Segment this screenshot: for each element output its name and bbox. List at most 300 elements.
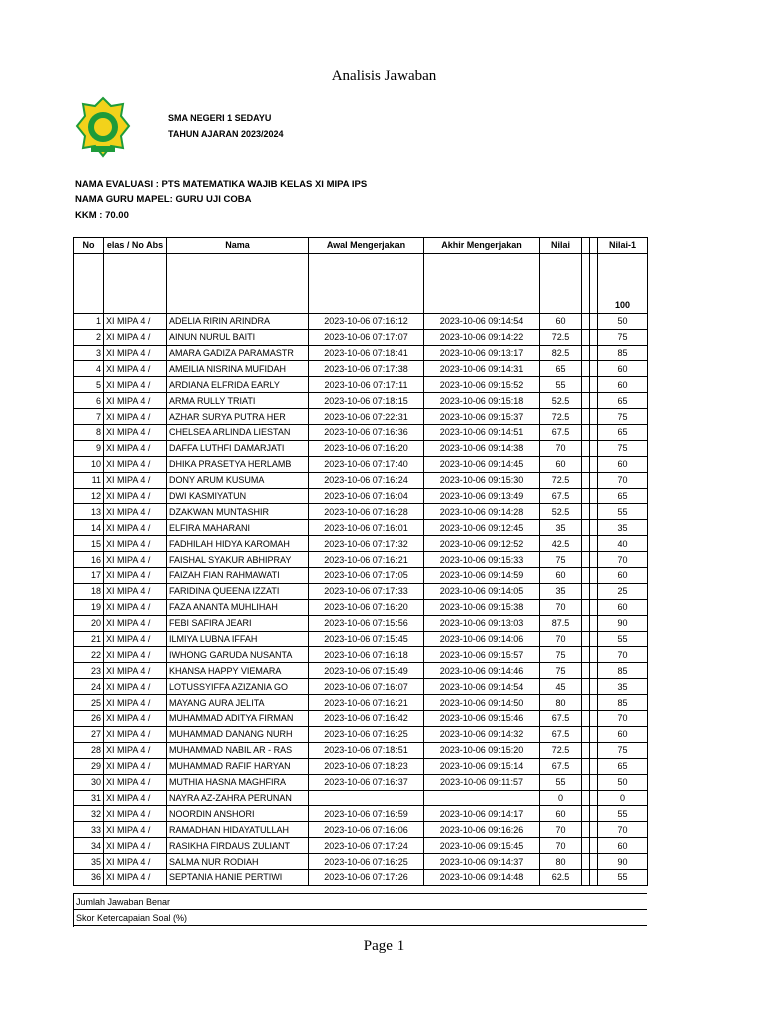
row-nama: ARMA RULLY TRIATI xyxy=(167,393,309,409)
row-blank-2 xyxy=(590,774,598,790)
row-awal: 2023-10-06 07:16:20 xyxy=(309,440,424,456)
row-no: 20 xyxy=(74,615,104,631)
row-no: 7 xyxy=(74,409,104,425)
table-row xyxy=(74,313,648,329)
row-akhir: 2023-10-06 09:14:59 xyxy=(424,568,540,584)
row-blank-1 xyxy=(582,313,590,329)
row-awal: 2023-10-06 07:15:45 xyxy=(309,631,424,647)
page-title: Analisis Jawaban xyxy=(331,68,437,84)
col-header-awal: Awal Mengerjakan xyxy=(309,238,424,254)
col-header-blank-2 xyxy=(590,238,598,254)
row-blank-1 xyxy=(582,822,590,838)
row-akhir: 2023-10-06 09:12:52 xyxy=(424,536,540,552)
row-nama: FAISHAL SYAKUR ABHIPRAY xyxy=(167,552,309,568)
row-awal: 2023-10-06 07:18:41 xyxy=(309,345,424,361)
row-nama: MUHAMMAD DANANG NURH xyxy=(167,726,309,742)
row-nama: FEBI SAFIRA JEARI xyxy=(167,615,309,631)
row-nilai: 67.5 xyxy=(540,425,582,441)
row-akhir: 2023-10-06 09:14:17 xyxy=(424,806,540,822)
row-akhir: 2023-10-06 09:13:03 xyxy=(424,615,540,631)
row-nilai: 82.5 xyxy=(540,345,582,361)
answers-table xyxy=(73,237,648,886)
row-blank-1 xyxy=(582,806,590,822)
teacher-name: NAMA GURU MAPEL: GURU UJI COBA xyxy=(75,194,252,205)
row-nilai-1: 60 xyxy=(598,838,648,854)
table-row xyxy=(74,631,648,647)
row-nilai-1: 85 xyxy=(598,663,648,679)
row-awal: 2023-10-06 07:18:23 xyxy=(309,758,424,774)
row-akhir: 2023-10-06 09:15:45 xyxy=(424,838,540,854)
row-nilai-1: 70 xyxy=(598,647,648,663)
row-blank-1 xyxy=(582,583,590,599)
row-awal: 2023-10-06 07:17:07 xyxy=(309,329,424,345)
row-blank-1 xyxy=(582,869,590,885)
row-nilai: 72.5 xyxy=(540,409,582,425)
row-awal: 2023-10-06 07:16:59 xyxy=(309,806,424,822)
row-awal: 2023-10-06 07:15:49 xyxy=(309,663,424,679)
row-akhir: 2023-10-06 09:15:14 xyxy=(424,758,540,774)
row-nilai-1: 75 xyxy=(598,409,648,425)
row-nilai-1: 70 xyxy=(598,552,648,568)
row-akhir: 2023-10-06 09:14:45 xyxy=(424,456,540,472)
row-kelas: XI MIPA 4 / xyxy=(104,631,167,647)
row-nilai-1: 75 xyxy=(598,742,648,758)
row-nilai-1: 90 xyxy=(598,615,648,631)
row-kelas: XI MIPA 4 / xyxy=(104,758,167,774)
row-nilai: 87.5 xyxy=(540,615,582,631)
row-akhir: 2023-10-06 09:12:45 xyxy=(424,520,540,536)
row-akhir: 2023-10-06 09:15:37 xyxy=(424,409,540,425)
row-blank-2 xyxy=(590,854,598,870)
row-nilai: 42.5 xyxy=(540,536,582,552)
table-row xyxy=(74,536,648,552)
row-nilai-1: 75 xyxy=(598,329,648,345)
row-nilai: 67.5 xyxy=(540,711,582,727)
row-nilai-1: 85 xyxy=(598,695,648,711)
row-nama: IWHONG GARUDA NUSANTA xyxy=(167,647,309,663)
row-blank-2 xyxy=(590,504,598,520)
row-awal: 2023-10-06 07:16:01 xyxy=(309,520,424,536)
table-row xyxy=(74,790,648,806)
row-nama: DZAKWAN MUNTASHIR xyxy=(167,504,309,520)
row-awal: 2023-10-06 07:16:21 xyxy=(309,552,424,568)
row-blank-2 xyxy=(590,647,598,663)
row-nilai-1: 75 xyxy=(598,440,648,456)
row-blank-1 xyxy=(582,790,590,806)
row-nilai: 72.5 xyxy=(540,329,582,345)
row-nama: DWI KASMIYATUN xyxy=(167,488,309,504)
table-row xyxy=(74,583,648,599)
row-kelas: XI MIPA 4 / xyxy=(104,742,167,758)
row-blank-2 xyxy=(590,758,598,774)
table-row xyxy=(74,329,648,345)
row-blank-1 xyxy=(582,377,590,393)
row-nilai-1: 70 xyxy=(598,711,648,727)
row-nilai-1: 55 xyxy=(598,806,648,822)
row-blank-2 xyxy=(590,536,598,552)
row-blank-2 xyxy=(590,409,598,425)
row-nama: RAMADHAN HIDAYATULLAH xyxy=(167,822,309,838)
row-no: 17 xyxy=(74,568,104,584)
achievement-label: Skor Ketercapaian Soal (%) xyxy=(74,910,648,926)
row-awal: 2023-10-06 07:18:15 xyxy=(309,393,424,409)
row-blank-1 xyxy=(582,599,590,615)
table-row xyxy=(74,758,648,774)
row-blank-1 xyxy=(582,345,590,361)
row-nama: SEPTANIA HANIE PERTIWI xyxy=(167,869,309,885)
row-blank-1 xyxy=(582,488,590,504)
row-blank-1 xyxy=(582,536,590,552)
row-blank-2 xyxy=(590,663,598,679)
row-no: 9 xyxy=(74,440,104,456)
row-akhir: 2023-10-06 09:15:20 xyxy=(424,742,540,758)
row-no: 31 xyxy=(74,790,104,806)
row-no: 8 xyxy=(74,425,104,441)
row-blank-2 xyxy=(590,440,598,456)
row-nama: AMARA GADIZA PARAMASTR xyxy=(167,345,309,361)
row-no: 24 xyxy=(74,679,104,695)
row-nilai-1: 55 xyxy=(598,504,648,520)
row-nilai: 45 xyxy=(540,679,582,695)
row-blank-2 xyxy=(590,679,598,695)
row-no: 26 xyxy=(74,711,104,727)
row-nilai-1: 60 xyxy=(598,568,648,584)
row-blank-1 xyxy=(582,393,590,409)
table-row xyxy=(74,599,648,615)
table-row xyxy=(74,345,648,361)
row-blank-1 xyxy=(582,552,590,568)
row-no: 36 xyxy=(74,869,104,885)
row-nilai-1: 35 xyxy=(598,520,648,536)
row-blank-1 xyxy=(582,838,590,854)
row-nilai: 75 xyxy=(540,647,582,663)
row-nilai-1: 65 xyxy=(598,758,648,774)
table-row xyxy=(74,854,648,870)
row-kelas: XI MIPA 4 / xyxy=(104,774,167,790)
row-awal: 2023-10-06 07:16:24 xyxy=(309,472,424,488)
row-akhir: 2023-10-06 09:14:06 xyxy=(424,631,540,647)
row-nama: AMEILIA NISRINA MUFIDAH xyxy=(167,361,309,377)
row-kelas: XI MIPA 4 / xyxy=(104,456,167,472)
row-akhir: 2023-10-06 09:13:49 xyxy=(424,488,540,504)
row-kelas: XI MIPA 4 / xyxy=(104,472,167,488)
row-kelas: XI MIPA 4 / xyxy=(104,488,167,504)
row-blank-1 xyxy=(582,774,590,790)
row-kelas: XI MIPA 4 / xyxy=(104,854,167,870)
row-akhir: 2023-10-06 09:14:48 xyxy=(424,869,540,885)
summary-table xyxy=(73,893,647,927)
row-nilai-1: 50 xyxy=(598,774,648,790)
row-akhir: 2023-10-06 09:15:33 xyxy=(424,552,540,568)
row-blank-2 xyxy=(590,822,598,838)
row-no: 14 xyxy=(74,520,104,536)
row-kelas: XI MIPA 4 / xyxy=(104,711,167,727)
row-nama: NOORDIN ANSHORI xyxy=(167,806,309,822)
row-nama: SALMA NUR RODIAH xyxy=(167,854,309,870)
row-blank-2 xyxy=(590,488,598,504)
row-kelas: XI MIPA 4 / xyxy=(104,806,167,822)
row-nilai: 60 xyxy=(540,806,582,822)
row-awal: 2023-10-06 07:17:32 xyxy=(309,536,424,552)
table-row xyxy=(74,615,648,631)
row-blank-2 xyxy=(590,456,598,472)
row-kelas: XI MIPA 4 / xyxy=(104,583,167,599)
row-nilai-1: 60 xyxy=(598,377,648,393)
row-blank-2 xyxy=(590,869,598,885)
row-nama: ADELIA RIRIN ARINDRA xyxy=(167,313,309,329)
row-awal: 2023-10-06 07:15:56 xyxy=(309,615,424,631)
row-blank-2 xyxy=(590,329,598,345)
row-awal: 2023-10-06 07:16:06 xyxy=(309,822,424,838)
row-nama: FARIDINA QUEENA IZZATI xyxy=(167,583,309,599)
table-row xyxy=(74,726,648,742)
row-kelas: XI MIPA 4 / xyxy=(104,313,167,329)
table-row xyxy=(74,361,648,377)
row-kelas: XI MIPA 4 / xyxy=(104,377,167,393)
row-awal: 2023-10-06 07:16:20 xyxy=(309,599,424,615)
row-blank-1 xyxy=(582,711,590,727)
row-no: 1 xyxy=(74,313,104,329)
table-row xyxy=(74,679,648,695)
col-header-nilai-1: Nilai-1 xyxy=(598,238,648,254)
row-nilai: 55 xyxy=(540,774,582,790)
row-awal: 2023-10-06 07:17:05 xyxy=(309,568,424,584)
row-akhir: 2023-10-06 09:14:51 xyxy=(424,425,540,441)
kkm-value: KKM : 70.00 xyxy=(75,210,129,221)
row-no: 11 xyxy=(74,472,104,488)
row-blank-1 xyxy=(582,695,590,711)
row-akhir: 2023-10-06 09:14:32 xyxy=(424,726,540,742)
row-nilai: 70 xyxy=(540,599,582,615)
row-nilai: 70 xyxy=(540,440,582,456)
row-nilai-1: 65 xyxy=(598,488,648,504)
table-row xyxy=(74,425,648,441)
row-nama: DONY ARUM KUSUMA xyxy=(167,472,309,488)
row-blank-1 xyxy=(582,472,590,488)
row-blank-1 xyxy=(582,409,590,425)
col-header-kelas: elas / No Abs xyxy=(104,238,167,254)
row-no: 6 xyxy=(74,393,104,409)
row-no: 16 xyxy=(74,552,104,568)
row-nilai: 75 xyxy=(540,552,582,568)
col-header-nilai: Nilai xyxy=(540,238,582,254)
table-row xyxy=(74,711,648,727)
table-header-row xyxy=(74,238,648,254)
row-kelas: XI MIPA 4 / xyxy=(104,599,167,615)
row-nama: MUHAMMAD NABIL AR - RAS xyxy=(167,742,309,758)
row-nilai: 62.5 xyxy=(540,869,582,885)
row-blank-1 xyxy=(582,758,590,774)
row-no: 33 xyxy=(74,822,104,838)
row-nilai-1: 65 xyxy=(598,393,648,409)
row-blank-2 xyxy=(590,838,598,854)
table-row xyxy=(74,663,648,679)
row-nilai-1: 65 xyxy=(598,425,648,441)
table-row xyxy=(74,568,648,584)
row-blank-1 xyxy=(582,679,590,695)
row-nilai: 70 xyxy=(540,822,582,838)
row-nilai: 65 xyxy=(540,361,582,377)
row-kelas: XI MIPA 4 / xyxy=(104,790,167,806)
row-akhir: 2023-10-06 09:14:28 xyxy=(424,504,540,520)
row-nilai-1: 60 xyxy=(598,599,648,615)
row-akhir: 2023-10-06 09:14:37 xyxy=(424,854,540,870)
header-spacer-row xyxy=(74,253,648,298)
table-row xyxy=(74,393,648,409)
school-year: TAHUN AJARAN 2023/2024 xyxy=(168,129,284,139)
row-nilai-1: 90 xyxy=(598,854,648,870)
row-nilai-1: 40 xyxy=(598,536,648,552)
row-awal: 2023-10-06 07:17:33 xyxy=(309,583,424,599)
row-kelas: XI MIPA 4 / xyxy=(104,393,167,409)
row-nama: MUTHIA HASNA MAGHFIRA xyxy=(167,774,309,790)
row-blank-2 xyxy=(590,695,598,711)
row-akhir: 2023-10-06 09:14:38 xyxy=(424,440,540,456)
row-kelas: XI MIPA 4 / xyxy=(104,695,167,711)
row-blank-2 xyxy=(590,742,598,758)
row-nilai-1: 60 xyxy=(598,456,648,472)
row-blank-2 xyxy=(590,568,598,584)
row-nilai: 35 xyxy=(540,520,582,536)
row-blank-1 xyxy=(582,329,590,345)
row-blank-2 xyxy=(590,377,598,393)
school-name: SMA NEGERI 1 SEDAYU xyxy=(168,113,272,123)
row-akhir: 2023-10-06 09:14:22 xyxy=(424,329,540,345)
row-nama: NAYRA AZ-ZAHRA PERUNAN xyxy=(167,790,309,806)
row-kelas: XI MIPA 4 / xyxy=(104,536,167,552)
row-blank-2 xyxy=(590,806,598,822)
row-nama: DAFFA LUTHFI DAMARJATI xyxy=(167,440,309,456)
max-score: 100 xyxy=(598,298,648,313)
row-akhir: 2023-10-06 09:14:54 xyxy=(424,679,540,695)
table-row xyxy=(74,552,648,568)
row-awal: 2023-10-06 07:22:31 xyxy=(309,409,424,425)
row-nilai-1: 0 xyxy=(598,790,648,806)
row-akhir: 2023-10-06 09:11:57 xyxy=(424,774,540,790)
row-awal: 2023-10-06 07:16:28 xyxy=(309,504,424,520)
row-blank-1 xyxy=(582,361,590,377)
row-no: 25 xyxy=(74,695,104,711)
row-blank-1 xyxy=(582,456,590,472)
row-nilai-1: 60 xyxy=(598,361,648,377)
row-awal: 2023-10-06 07:16:04 xyxy=(309,488,424,504)
row-no: 2 xyxy=(74,329,104,345)
table-row xyxy=(74,520,648,536)
table-row xyxy=(74,504,648,520)
row-kelas: XI MIPA 4 / xyxy=(104,345,167,361)
table-row xyxy=(74,774,648,790)
table-row xyxy=(74,377,648,393)
row-nama: ILMIYA LUBNA IFFAH xyxy=(167,631,309,647)
row-nilai: 67.5 xyxy=(540,488,582,504)
col-header-no: No xyxy=(74,238,104,254)
row-nilai: 80 xyxy=(540,695,582,711)
row-kelas: XI MIPA 4 / xyxy=(104,361,167,377)
row-akhir xyxy=(424,790,540,806)
row-nilai-1: 25 xyxy=(598,583,648,599)
row-nilai-1: 70 xyxy=(598,472,648,488)
row-no: 12 xyxy=(74,488,104,504)
row-nilai: 70 xyxy=(540,631,582,647)
table-row xyxy=(74,472,648,488)
row-nilai: 67.5 xyxy=(540,726,582,742)
row-awal: 2023-10-06 07:18:51 xyxy=(309,742,424,758)
row-blank-2 xyxy=(590,393,598,409)
table-row xyxy=(74,695,648,711)
row-akhir: 2023-10-06 09:14:46 xyxy=(424,663,540,679)
row-akhir: 2023-10-06 09:14:54 xyxy=(424,313,540,329)
row-blank-2 xyxy=(590,711,598,727)
correct-answers-label: Jumlah Jawaban Benar xyxy=(74,894,648,910)
row-awal: 2023-10-06 07:16:36 xyxy=(309,425,424,441)
row-kelas: XI MIPA 4 / xyxy=(104,663,167,679)
row-awal xyxy=(309,790,424,806)
row-no: 29 xyxy=(74,758,104,774)
row-no: 18 xyxy=(74,583,104,599)
row-no: 27 xyxy=(74,726,104,742)
row-blank-1 xyxy=(582,726,590,742)
row-blank-1 xyxy=(582,425,590,441)
table-row xyxy=(74,456,648,472)
row-blank-1 xyxy=(582,615,590,631)
col-header-blank-1 xyxy=(582,238,590,254)
row-kelas: XI MIPA 4 / xyxy=(104,425,167,441)
row-nama: FADHILAH HIDYA KAROMAH xyxy=(167,536,309,552)
row-awal: 2023-10-06 07:16:12 xyxy=(309,313,424,329)
row-kelas: XI MIPA 4 / xyxy=(104,726,167,742)
row-nama: AINUN NURUL BAITI xyxy=(167,329,309,345)
table-row xyxy=(74,440,648,456)
table-row xyxy=(74,742,648,758)
school-logo-icon xyxy=(75,96,131,158)
row-awal: 2023-10-06 07:16:42 xyxy=(309,711,424,727)
row-blank-2 xyxy=(590,726,598,742)
row-nilai: 67.5 xyxy=(540,758,582,774)
row-no: 30 xyxy=(74,774,104,790)
row-akhir: 2023-10-06 09:15:38 xyxy=(424,599,540,615)
evaluation-name: NAMA EVALUASI : PTS MATEMATIKA WAJIB KELAS XI MIPA IPS xyxy=(75,179,368,190)
row-nilai: 0 xyxy=(540,790,582,806)
row-nilai: 60 xyxy=(540,313,582,329)
row-blank-1 xyxy=(582,440,590,456)
table-row xyxy=(74,838,648,854)
row-kelas: XI MIPA 4 / xyxy=(104,869,167,885)
col-header-akhir: Akhir Mengerjakan xyxy=(424,238,540,254)
row-blank-2 xyxy=(590,790,598,806)
row-blank-1 xyxy=(582,663,590,679)
row-akhir: 2023-10-06 09:15:30 xyxy=(424,472,540,488)
row-akhir: 2023-10-06 09:14:31 xyxy=(424,361,540,377)
row-nama: FAIZAH FIAN RAHMAWATI xyxy=(167,568,309,584)
row-awal: 2023-10-06 07:16:37 xyxy=(309,774,424,790)
row-kelas: XI MIPA 4 / xyxy=(104,615,167,631)
row-blank-1 xyxy=(582,631,590,647)
row-kelas: XI MIPA 4 / xyxy=(104,440,167,456)
row-no: 32 xyxy=(74,806,104,822)
row-nilai: 35 xyxy=(540,583,582,599)
row-blank-2 xyxy=(590,313,598,329)
row-no: 15 xyxy=(74,536,104,552)
row-akhir: 2023-10-06 09:14:05 xyxy=(424,583,540,599)
row-nilai: 72.5 xyxy=(540,472,582,488)
row-akhir: 2023-10-06 09:15:18 xyxy=(424,393,540,409)
row-awal: 2023-10-06 07:17:24 xyxy=(309,838,424,854)
row-awal: 2023-10-06 07:16:25 xyxy=(309,854,424,870)
row-blank-1 xyxy=(582,504,590,520)
row-nama: FAZA ANANTA MUHLIHAH xyxy=(167,599,309,615)
row-akhir: 2023-10-06 09:14:50 xyxy=(424,695,540,711)
row-nilai-1: 60 xyxy=(598,726,648,742)
